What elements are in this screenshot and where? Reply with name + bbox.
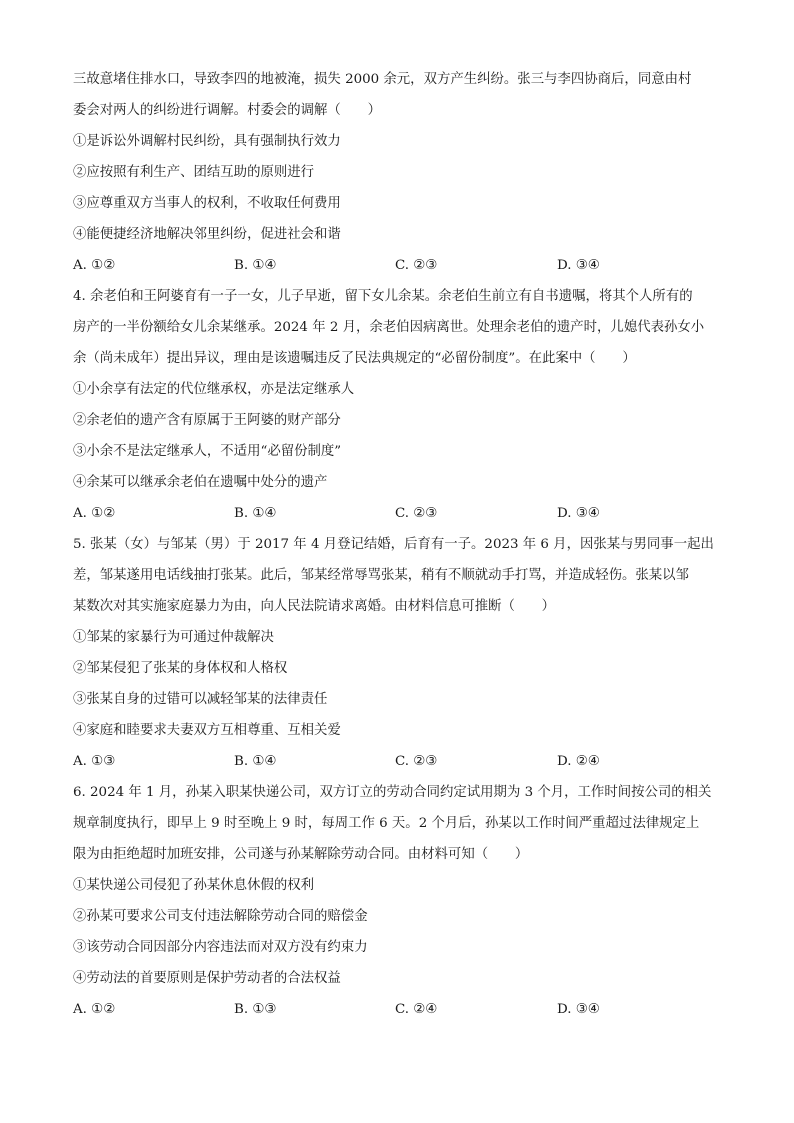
choice-c: C. ②④ bbox=[395, 1002, 438, 1017]
question-stem-line: 三故意堵住排水口，导致李四的地被淹，损失 2000 余元，双方产生纠纷。张三与李四协商后，同意由村 bbox=[73, 72, 692, 87]
question-stem-line: 某数次对其实施家庭暴力为由，向人民法院请求离婚。由材料信息可推断（ ） bbox=[73, 599, 556, 614]
statement-option: ②邹某侵犯了张某的身体权和人格权 bbox=[73, 661, 288, 676]
exam-page bbox=[73, 64, 729, 1025]
choice-c: C. ②③ bbox=[395, 258, 438, 273]
question-6 bbox=[73, 777, 729, 1025]
choice-d: D. ③④ bbox=[557, 1002, 600, 1017]
answer-choices bbox=[73, 994, 729, 1025]
statement-option: ②孙某可要求公司支付违法解除劳动合同的赔偿金 bbox=[73, 909, 368, 924]
choice-b: B. ①④ bbox=[234, 754, 277, 769]
choice-b: B. ①③ bbox=[234, 1002, 277, 1017]
choice-d: D. ②④ bbox=[557, 754, 600, 769]
question-stem-line: 6. 2024 年 1 月，孙某入职某快递公司，双方订立的劳动合同约定试用期为 3 个月，工作时间按公司的相关 bbox=[73, 785, 712, 800]
statement-option: ③应尊重双方当事人的权利，不收取任何费用 bbox=[73, 196, 341, 211]
question-stem-line: 差，邹某遂用电话线抽打张某。此后，邹某经常辱骂张某，稍有不顺就动手打骂，并造成轻伤。张某以邹 bbox=[73, 568, 689, 583]
statement-option: ②余老伯的遗产含有原属于王阿婆的财产部分 bbox=[73, 413, 341, 428]
choice-a: A. ①③ bbox=[73, 754, 116, 769]
answer-choices bbox=[73, 250, 729, 281]
statement-option: ①某快递公司侵犯了孙某休息休假的权利 bbox=[73, 878, 315, 893]
question-stem-line: 委会对两人的纠纷进行调解。村委会的调解（ ） bbox=[73, 103, 381, 118]
choice-c: C. ②③ bbox=[395, 506, 438, 521]
statement-option: ②应按照有利生产、团结互助的原则进行 bbox=[73, 165, 315, 180]
choice-d: D. ③④ bbox=[557, 258, 600, 273]
choice-a: A. ①② bbox=[73, 506, 116, 521]
choice-b: B. ①④ bbox=[234, 506, 277, 521]
choice-c: C. ②③ bbox=[395, 754, 438, 769]
choice-a: A. ①② bbox=[73, 258, 116, 273]
question-stem-line: 限为由拒绝超时加班安排，公司遂与孙某解除劳动合同。由材料可知（ ） bbox=[73, 847, 529, 862]
statement-option: ①小余享有法定的代位继承权，亦是法定继承人 bbox=[73, 382, 355, 397]
statement-option: ③该劳动合同因部分内容违法而对双方没有约束力 bbox=[73, 940, 368, 955]
choice-d: D. ③④ bbox=[557, 506, 600, 521]
statement-option: ④能便捷经济地解决邻里纠纷，促进社会和谐 bbox=[73, 227, 341, 242]
question-3 bbox=[73, 64, 729, 281]
question-stem-line: 5. 张某（女）与邹某（男）于 2017 年 4 月登记结婚，后育有一子。2023 年 6 月，因张某与男同事一起出 bbox=[73, 537, 714, 552]
question-stem-line: 房产的一半份额给女儿余某继承。2024 年 2 月，余老伯因病离世。处理余老伯的遗产时，儿媳代表孙女小 bbox=[73, 320, 705, 335]
choice-b: B. ①④ bbox=[234, 258, 277, 273]
question-stem-line: 余（尚未成年）提出异议，理由是该遗嘱违反了民法典规定的“必留份制度”。在此案中（ ） bbox=[73, 351, 636, 366]
statement-option: ④劳动法的首要原则是保护劳动者的合法权益 bbox=[73, 971, 341, 986]
statement-option: ③小余不是法定继承人，不适用“必留份制度” bbox=[73, 444, 342, 459]
question-5 bbox=[73, 529, 729, 777]
statement-option: ①邹某的家暴行为可通过仲裁解决 bbox=[73, 630, 274, 645]
statement-option: ①是诉讼外调解村民纠纷，具有强制执行效力 bbox=[73, 134, 341, 149]
question-stem-line: 4. 余老伯和王阿婆育有一子一女，儿子早逝，留下女儿余某。余老伯生前立有自书遗嘱，将其个人所有的 bbox=[73, 289, 693, 304]
answer-choices bbox=[73, 746, 729, 777]
question-stem-line: 规章制度执行，即早上 9 时至晚上 9 时，每周工作 6 天。2 个月后，孙某以工作时间严重超过法律规定上 bbox=[73, 816, 700, 831]
answer-choices bbox=[73, 498, 729, 529]
question-4 bbox=[73, 281, 729, 529]
statement-option: ④家庭和睦要求夫妻双方互相尊重、互相关爱 bbox=[73, 723, 341, 738]
choice-a: A. ①② bbox=[73, 1002, 116, 1017]
statement-option: ④余某可以继承余老伯在遗嘱中处分的遗产 bbox=[73, 475, 328, 490]
statement-option: ③张某自身的过错可以减轻邹某的法律责任 bbox=[73, 692, 328, 707]
